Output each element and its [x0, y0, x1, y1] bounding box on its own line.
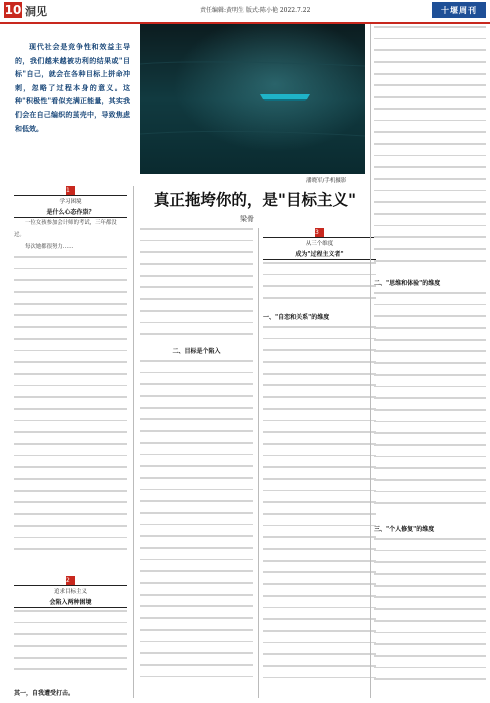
subhead-right-b: 三、"个人修复"的维度	[374, 526, 435, 533]
section-2-header	[14, 576, 127, 608]
section-2-last-line: 其一，自我遭受打击。	[14, 690, 75, 697]
lake-boat-photo	[140, 24, 365, 174]
column-rule	[370, 24, 371, 698]
right-column	[374, 26, 486, 698]
section-1-title: 是什么心态作祟？	[46, 209, 95, 216]
photo-credit: 潘晓军/手机摄影	[306, 178, 347, 184]
section-3-body	[263, 262, 376, 698]
subhead-3: 一、"自恋和关系"的维度	[263, 314, 330, 321]
section-3-header	[263, 228, 376, 260]
section-1-header	[14, 186, 127, 218]
page-number: 10	[4, 3, 22, 17]
section-3-kicker: 从三个维度	[305, 241, 334, 247]
section-1-kicker: 学习困境	[59, 199, 82, 205]
subhead-2: 二、目标是个陷入	[172, 348, 221, 355]
article-title: 真正拖垮你的，是"目标主义"	[153, 190, 357, 209]
section-2-number: 2	[66, 576, 75, 585]
section-1-number: 1	[66, 186, 75, 195]
column-rule	[258, 228, 259, 698]
section-2-kicker: 追求目标主义	[53, 589, 87, 595]
section-3-title: 成为"过程主义者"	[295, 251, 344, 258]
section-1-body	[14, 256, 127, 566]
section-3-number: 3	[315, 228, 324, 237]
section-1-para-1: 一位女孩参加会计师的考试，三年都没过。	[14, 220, 117, 238]
author-byline: 梁骨	[240, 215, 254, 223]
section-1-box	[14, 195, 127, 218]
section-name: 洞见	[25, 5, 47, 18]
middle-left-column	[140, 228, 253, 698]
subhead-right-a: 二、"思维和体验"的维度	[374, 280, 441, 287]
newspaper-logo: 十堰周刊	[432, 2, 486, 18]
section-1-para-2: 每次她都很努力……	[25, 244, 74, 250]
header-meta: 责任编辑:黄明生 版式:陈小艳 2022.7.22	[200, 7, 311, 14]
section-3-box	[263, 237, 376, 260]
column-rule	[133, 186, 134, 698]
section-2-body	[14, 610, 127, 685]
section-2-box	[14, 585, 127, 608]
section-2-title: 会陷入两种困境	[49, 599, 92, 606]
intro-text: 现代社会是竞争性和效益主导的，我们越来越被功利的结果或"目标"自己，就会在各种目标上拼命冲刺，忽略了过程本身的意义。这种"积极性"看似充满正能量，其实我们会在自己编织的茧壳中，导致焦虑和低效。	[15, 42, 130, 133]
